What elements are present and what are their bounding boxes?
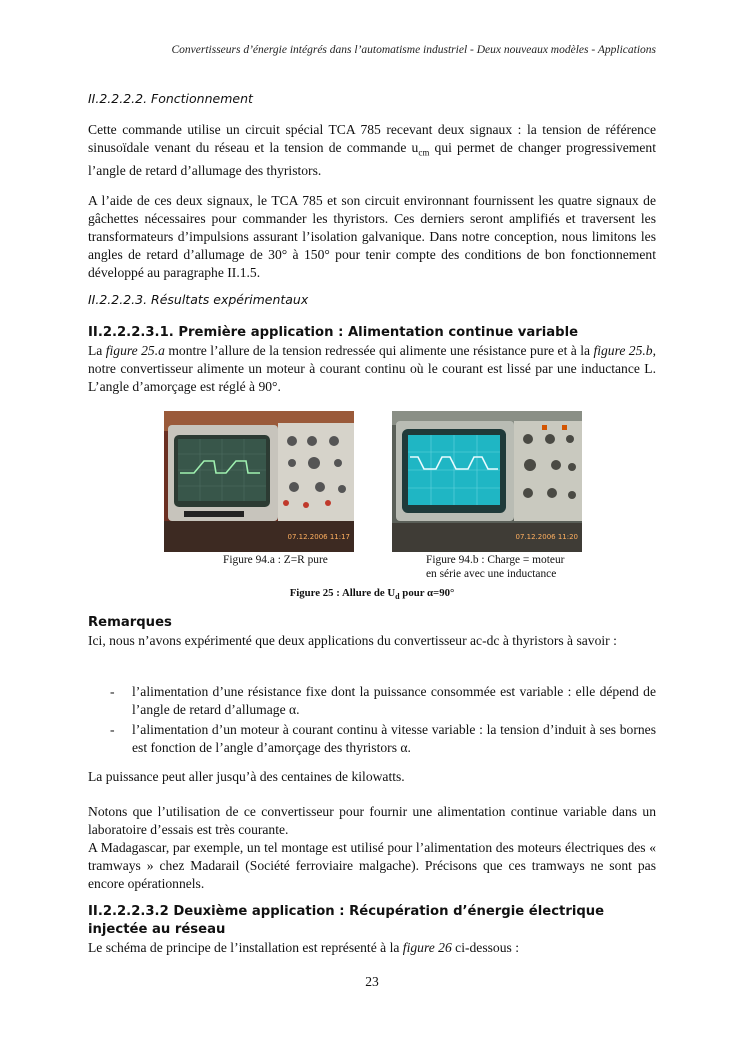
figure-reference: figure 25.a	[105, 343, 165, 358]
paragraph-madagascar: A Madagascar, par exemple, un tel montage est utilisé pour l’alimentation des moteurs électriques des « tramways » chez Madarail (Société ferroviaire malgache). Précisons que ces tramways ne sont pas encore opérationnels.	[88, 840, 656, 891]
list-item	[88, 683, 656, 719]
oscilloscope-resistive-load-image	[164, 411, 354, 552]
subscript: cm	[418, 147, 430, 158]
caption-text: pour α=90°	[399, 587, 455, 599]
figure-reference: figure 25.b	[593, 343, 653, 358]
heading-application-2: II.2.2.2.3.2 Deuxième application : Récupération d’énergie électrique injectée au réseau	[88, 904, 605, 937]
caption-figure-25	[88, 587, 656, 601]
paragraph-text: Le schéma de principe de l’installation est représenté à la	[88, 940, 403, 955]
paragraph-text: qui permet de changer progressivement l’angle de retard d’allumage des thyristors.	[88, 140, 656, 178]
heading-application-1: II.2.2.2.3.1. Première application : Alimentation continue variable	[88, 325, 579, 340]
subscript: d	[395, 592, 400, 602]
paragraph-text: , notre convertisseur alimente un moteur à courant continu où le courant est lissé par une inductance L. L’angle d’amorçage est réglé à 90°.	[88, 343, 657, 394]
paragraph-application-1	[88, 342, 656, 396]
figure-reference: figure 26	[402, 940, 452, 955]
paragraph-text: montre l’allure de la tension redressée qui alimente une résistance pure et à la	[164, 343, 594, 358]
figure-94a-photo	[164, 411, 354, 552]
paragraph-text: La	[88, 343, 106, 358]
paragraph-commande	[88, 121, 656, 180]
heading-remarques: Remarques	[88, 615, 172, 630]
bullet-dash: -	[110, 684, 115, 699]
list-item-text: l’alimentation d’une résistance fixe dont la puissance consommée est variable : elle dépend de l’angle de retard d’allumage α.	[132, 684, 656, 717]
paragraph-text: ci-dessous :	[451, 940, 519, 955]
paragraph-text: Cette commande utilise un circuit spécial TCA 785 recevant deux signaux : la tension de référence sinusoïdale venant du réseau et la tension de commande u	[88, 122, 656, 155]
paragraph-application-2	[88, 939, 656, 957]
page-number: 23	[365, 974, 379, 989]
paragraph-notons: Notons que l’utilisation de ce convertisseur pour fournir une alimentation continue variable dans un laboratoire d’essais est très courante.	[88, 804, 656, 837]
photo-timestamp: 07.12.2006 11:17	[287, 533, 350, 541]
oscilloscope-motor-load-image	[392, 411, 582, 552]
caption-line: en série avec une inductance	[426, 568, 557, 580]
paragraph-puissance: La puissance peut aller jusqu’à des centaines de kilowatts.	[88, 769, 405, 784]
paragraph-remarques-intro: Ici, nous n’avons expérimenté que deux applications du convertisseur ac-dc à thyristors à savoir :	[88, 633, 617, 648]
running-header: Convertisseurs d’énergie intégrés dans l’automatisme industriel - Deux nouveaux modèles - Applications	[171, 44, 656, 56]
remarques-list	[88, 683, 656, 757]
photo-timestamp: 07.12.2006 11:20	[515, 533, 578, 541]
caption-line: Figure 94.b : Charge = moteur	[426, 554, 565, 566]
caption-text: Figure 25 : Allure de U	[289, 587, 396, 599]
caption-figure-94b	[426, 553, 564, 581]
section-title-fonctionnement: II.2.2.2.2. Fonctionnement	[88, 91, 253, 106]
list-item	[88, 721, 656, 757]
paragraph-tca785: A l’aide de ces deux signaux, le TCA 785 et son circuit environnant fournissent les quatre signaux de gâchettes nécessaires pour commander les thyristors. Ces derniers seront amplifiés et traversent les transformateurs d’impulsions assurant l’isolation galvanique. Dans notre conception, nous limitons les angles de retard d’allumage de 30° à 150° pour tenir compte des conditions de bon fonctionnement développé au paragraphe II.1.5.	[88, 193, 656, 280]
list-item-text: l’alimentation d’un moteur à courant continu à vitesse variable : la tension d’induit à ses bornes est fonction de l’angle d’amorçage des thyristors α.	[132, 722, 656, 755]
section-title-resultats: II.2.2.2.3. Résultats expérimentaux	[88, 292, 309, 307]
figure-94b-photo	[392, 411, 582, 552]
caption-figure-94a: Figure 94.a : Z=R pure	[223, 554, 328, 566]
bullet-dash: -	[110, 722, 115, 737]
